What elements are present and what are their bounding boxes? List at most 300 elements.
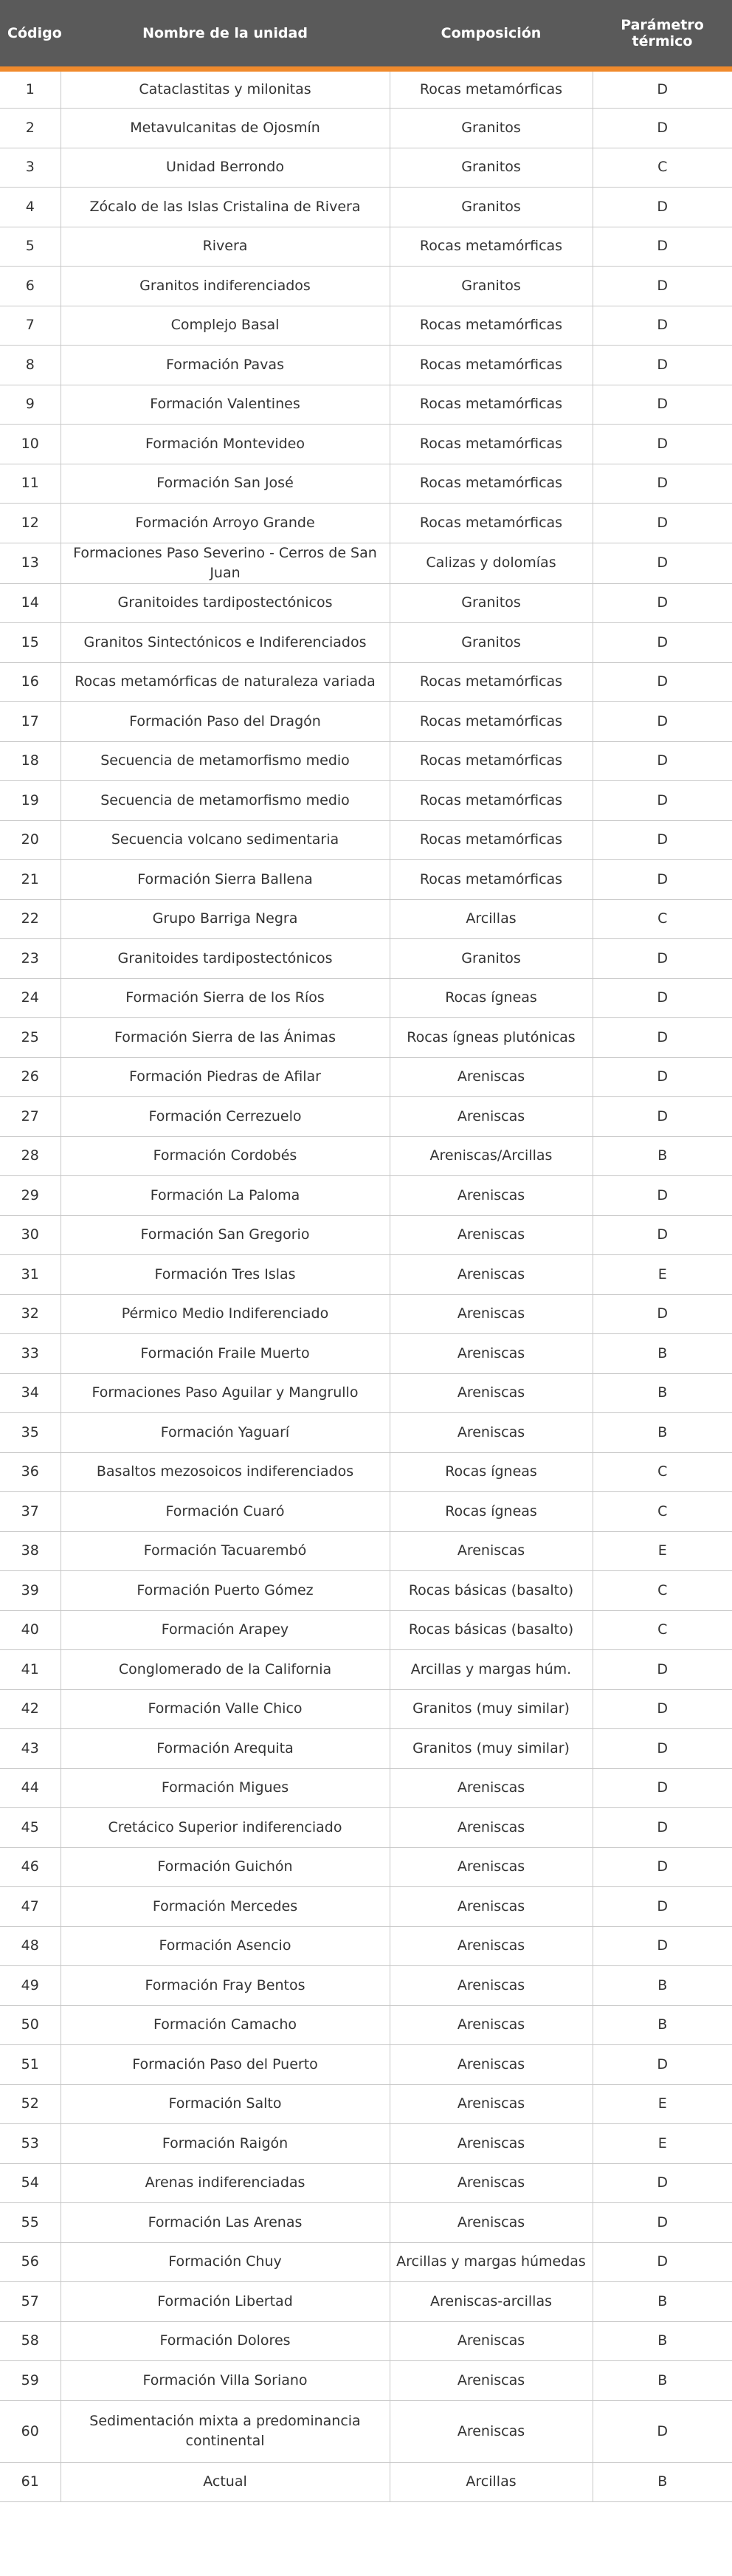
cell-nombre: Formaciones Paso Aguilar y Mangrullo [61,1373,390,1413]
table-row [0,1255,732,1295]
cell-composicion: Areniscas [390,1847,593,1887]
cell-codigo: 24 [0,978,61,1018]
table-row [0,899,732,939]
cell-composicion: Rocas metamórficas [390,227,593,267]
cell-codigo: 56 [0,2242,61,2282]
table-row [0,781,732,821]
cell-nombre: Formación Mercedes [61,1887,390,1927]
table-body [0,69,732,2502]
header-row [0,0,732,69]
cell-nombre: Secuencia volcano sedimentaria [61,820,390,860]
cell-composicion: Rocas metamórficas [390,741,593,781]
cell-parametro: D [593,662,732,702]
cell-codigo: 29 [0,1176,61,1216]
table-row [0,2282,732,2322]
cell-parametro: D [593,1294,732,1334]
cell-parametro: D [593,227,732,267]
table-row [0,2005,732,2045]
cell-composicion: Areniscas [390,1334,593,1374]
cell-parametro: D [593,306,732,346]
cell-composicion: Areniscas/Arcillas [390,1136,593,1176]
cell-composicion: Rocas ígneas [390,978,593,1018]
cell-parametro: D [593,464,732,504]
cell-parametro: D [593,2203,732,2243]
cell-nombre: Formación Asencio [61,1926,390,1966]
cell-parametro: B [593,1966,732,2006]
cell-nombre: Formación Sierra de las Ánimas [61,1018,390,1058]
cell-parametro: C [593,1571,732,1611]
cell-codigo: 41 [0,1650,61,1690]
cell-codigo: 4 [0,188,61,227]
cell-codigo: 11 [0,464,61,504]
table-row [0,1768,732,1808]
cell-composicion: Areniscas [390,1215,593,1255]
cell-codigo: 61 [0,2462,61,2502]
cell-parametro: B [593,1334,732,1374]
cell-codigo: 27 [0,1097,61,1137]
cell-parametro: D [593,1650,732,1690]
cell-composicion: Granitos (muy similar) [390,1689,593,1729]
cell-parametro: D [593,1729,732,1769]
cell-composicion: Areniscas [390,1176,593,1216]
cell-parametro: B [593,2321,732,2361]
cell-parametro: B [593,2282,732,2322]
table-row [0,69,732,109]
cell-nombre: Formación San Gregorio [61,1215,390,1255]
cell-codigo: 31 [0,1255,61,1295]
table-row [0,2203,732,2243]
cell-composicion: Areniscas [390,1966,593,2006]
cell-codigo: 15 [0,623,61,663]
cell-codigo: 28 [0,1136,61,1176]
cell-composicion: Granitos [390,267,593,306]
cell-nombre: Secuencia de metamorfismo medio [61,741,390,781]
cell-parametro: B [593,2005,732,2045]
table-row [0,346,732,385]
cell-composicion: Granitos [390,148,593,188]
cell-nombre: Formación Sierra de los Ríos [61,978,390,1018]
cell-parametro: D [593,2400,732,2462]
cell-composicion: Rocas metamórficas [390,425,593,464]
table-row [0,1887,732,1927]
cell-composicion: Calizas y dolomías [390,543,593,583]
table-row [0,2084,732,2124]
table-row [0,306,732,346]
cell-composicion: Areniscas [390,1294,593,1334]
cell-nombre: Formación Arequita [61,1729,390,1769]
table-row [0,2163,732,2203]
table-row [0,1847,732,1887]
table-row [0,109,732,148]
cell-codigo: 25 [0,1018,61,1058]
cell-codigo: 1 [0,69,61,109]
cell-composicion: Arcillas y margas húmedas [390,2242,593,2282]
table-row [0,464,732,504]
cell-parametro: D [593,425,732,464]
cell-parametro: D [593,504,732,543]
cell-nombre: Grupo Barriga Negra [61,899,390,939]
cell-composicion: Areniscas [390,1255,593,1295]
cell-codigo: 33 [0,1334,61,1374]
cell-nombre: Formación Dolores [61,2321,390,2361]
cell-parametro: B [593,1413,732,1453]
cell-composicion: Arcillas [390,2462,593,2502]
cell-nombre: Formación Villa Soriano [61,2361,390,2401]
cell-nombre: Granitos Sintectónicos e Indiferenciados [61,623,390,663]
cell-parametro: D [593,267,732,306]
cell-codigo: 59 [0,2361,61,2401]
table-row [0,623,732,663]
header-parametro-termico: Parámetro térmico [593,0,732,69]
cell-parametro: E [593,2124,732,2164]
table-header [0,0,732,69]
cell-codigo: 36 [0,1452,61,1492]
cell-parametro: E [593,2084,732,2124]
table-row [0,1057,732,1097]
cell-nombre: Formación Fray Bentos [61,1966,390,2006]
cell-parametro: D [593,583,732,623]
cell-composicion: Areniscas [390,1057,593,1097]
cell-composicion: Granitos [390,188,593,227]
cell-parametro: D [593,109,732,148]
cell-codigo: 9 [0,385,61,425]
cell-parametro: C [593,1610,732,1650]
cell-composicion: Areniscas [390,1097,593,1137]
table-row [0,148,732,188]
cell-nombre: Cataclastitas y milonitas [61,69,390,109]
table-row [0,1650,732,1690]
cell-nombre: Formación Piedras de Afilar [61,1057,390,1097]
table-row [0,385,732,425]
cell-codigo: 52 [0,2084,61,2124]
table-row [0,2321,732,2361]
cell-nombre: Formación Sierra Ballena [61,860,390,900]
cell-parametro: D [593,1847,732,1887]
cell-nombre: Formación La Paloma [61,1176,390,1216]
cell-nombre: Formación Tacuarembó [61,1531,390,1571]
cell-nombre: Formación Las Arenas [61,2203,390,2243]
cell-parametro: D [593,2045,732,2085]
cell-codigo: 12 [0,504,61,543]
cell-codigo: 14 [0,583,61,623]
cell-parametro: D [593,1215,732,1255]
cell-codigo: 8 [0,346,61,385]
cell-nombre: Complejo Basal [61,306,390,346]
cell-codigo: 32 [0,1294,61,1334]
cell-composicion: Areniscas [390,1926,593,1966]
cell-parametro: D [593,623,732,663]
cell-parametro: D [593,702,732,742]
cell-composicion: Areniscas [390,2163,593,2203]
cell-nombre: Secuencia de metamorfismo medio [61,781,390,821]
table-row [0,1492,732,1532]
cell-nombre: Formación Valentines [61,385,390,425]
cell-nombre: Formación Montevideo [61,425,390,464]
cell-composicion: Rocas ígneas [390,1492,593,1532]
cell-codigo: 44 [0,1768,61,1808]
cell-composicion: Rocas metamórficas [390,702,593,742]
cell-composicion: Areniscas [390,2321,593,2361]
cell-nombre: Conglomerado de la California [61,1650,390,1690]
cell-parametro: D [593,1057,732,1097]
cell-nombre: Zócalo de las Islas Cristalina de Rivera [61,188,390,227]
cell-codigo: 49 [0,1966,61,2006]
cell-codigo: 57 [0,2282,61,2322]
cell-codigo: 3 [0,148,61,188]
cell-codigo: 16 [0,662,61,702]
table-row [0,583,732,623]
cell-composicion: Rocas ígneas [390,1452,593,1492]
cell-codigo: 10 [0,425,61,464]
cell-parametro: D [593,1176,732,1216]
header-codigo: Código [0,0,61,69]
cell-composicion: Areniscas [390,1373,593,1413]
table-row [0,820,732,860]
cell-codigo: 37 [0,1492,61,1532]
cell-composicion: Areniscas [390,2005,593,2045]
cell-parametro: D [593,820,732,860]
cell-codigo: 34 [0,1373,61,1413]
cell-parametro: D [593,860,732,900]
cell-composicion: Granitos [390,939,593,979]
cell-parametro: B [593,1136,732,1176]
cell-nombre: Sedimentación mixta a predominancia continental [61,2400,390,2462]
table-row [0,1176,732,1216]
cell-parametro: D [593,741,732,781]
table-row [0,1097,732,1137]
cell-codigo: 53 [0,2124,61,2164]
cell-composicion: Rocas metamórficas [390,346,593,385]
cell-composicion: Rocas metamórficas [390,820,593,860]
cell-parametro: E [593,1255,732,1295]
cell-codigo: 50 [0,2005,61,2045]
cell-nombre: Metavulcanitas de Ojosmín [61,109,390,148]
cell-codigo: 46 [0,1847,61,1887]
cell-parametro: D [593,1887,732,1927]
cell-parametro: D [593,781,732,821]
cell-codigo: 18 [0,741,61,781]
cell-nombre: Granitoides tardipostectónicos [61,583,390,623]
cell-parametro: D [593,2242,732,2282]
table-row [0,1373,732,1413]
cell-codigo: 51 [0,2045,61,2085]
cell-parametro: B [593,2361,732,2401]
cell-nombre: Formaciones Paso Severino - Cerros de San Juan [61,543,390,583]
cell-parametro: C [593,1492,732,1532]
cell-composicion: Areniscas [390,2203,593,2243]
cell-composicion: Rocas metamórficas [390,781,593,821]
cell-composicion: Rocas básicas (basalto) [390,1571,593,1611]
table-row [0,267,732,306]
cell-composicion: Rocas metamórficas [390,385,593,425]
cell-parametro: D [593,939,732,979]
cell-nombre: Formación Yaguarí [61,1413,390,1453]
cell-nombre: Actual [61,2462,390,2502]
cell-codigo: 6 [0,267,61,306]
header-composicion: Composición [390,0,593,69]
table-row [0,425,732,464]
cell-parametro: B [593,1373,732,1413]
table-row [0,2462,732,2502]
cell-nombre: Formación Paso del Puerto [61,2045,390,2085]
cell-codigo: 55 [0,2203,61,2243]
cell-parametro: C [593,148,732,188]
cell-composicion: Granitos [390,109,593,148]
cell-nombre: Formación San José [61,464,390,504]
table-row [0,978,732,1018]
cell-composicion: Granitos [390,583,593,623]
cell-codigo: 47 [0,1887,61,1927]
cell-codigo: 20 [0,820,61,860]
cell-composicion: Areniscas [390,1887,593,1927]
table-row [0,188,732,227]
cell-nombre: Basaltos mezosoicos indiferenciados [61,1452,390,1492]
cell-parametro: D [593,543,732,583]
cell-codigo: 23 [0,939,61,979]
header-nombre-unidad: Nombre de la unidad [61,0,390,69]
cell-parametro: C [593,1452,732,1492]
cell-parametro: D [593,1689,732,1729]
cell-codigo: 40 [0,1610,61,1650]
cell-codigo: 35 [0,1413,61,1453]
cell-nombre: Formación Cuaró [61,1492,390,1532]
table-row [0,1452,732,1492]
table-row [0,860,732,900]
cell-codigo: 42 [0,1689,61,1729]
cell-nombre: Formación Valle Chico [61,1689,390,1729]
table-row [0,2124,732,2164]
table-row [0,1531,732,1571]
cell-nombre: Formación Libertad [61,2282,390,2322]
cell-composicion: Areniscas [390,1768,593,1808]
cell-nombre: Formación Guichón [61,1847,390,1887]
table-row [0,1808,732,1848]
table-row [0,1215,732,1255]
table-row [0,227,732,267]
table-row [0,1136,732,1176]
cell-composicion: Areniscas [390,2361,593,2401]
cell-codigo: 43 [0,1729,61,1769]
cell-nombre: Formación Chuy [61,2242,390,2282]
cell-parametro: E [593,1531,732,1571]
cell-composicion: Areniscas [390,1413,593,1453]
cell-composicion: Areniscas [390,2124,593,2164]
table-row [0,1926,732,1966]
cell-composicion: Areniscas [390,2084,593,2124]
cell-parametro: D [593,346,732,385]
table-row [0,2045,732,2085]
cell-codigo: 60 [0,2400,61,2462]
table-row [0,543,732,583]
cell-composicion: Granitos (muy similar) [390,1729,593,1769]
cell-parametro: D [593,385,732,425]
cell-composicion: Rocas metamórficas [390,860,593,900]
cell-codigo: 39 [0,1571,61,1611]
cell-composicion: Granitos [390,623,593,663]
cell-nombre: Formación Arapey [61,1610,390,1650]
cell-nombre: Granitos indiferenciados [61,267,390,306]
table-row [0,939,732,979]
cell-nombre: Formación Puerto Gómez [61,1571,390,1611]
table-row [0,1334,732,1374]
cell-parametro: D [593,978,732,1018]
table-row [0,1966,732,2006]
cell-nombre: Formación Pavas [61,346,390,385]
cell-codigo: 38 [0,1531,61,1571]
cell-nombre: Rivera [61,227,390,267]
cell-composicion: Areniscas [390,2400,593,2462]
cell-codigo: 48 [0,1926,61,1966]
cell-codigo: 17 [0,702,61,742]
table-row [0,1413,732,1453]
cell-nombre: Formación Arroyo Grande [61,504,390,543]
table-row [0,1610,732,1650]
cell-codigo: 54 [0,2163,61,2203]
cell-nombre: Formación Paso del Dragón [61,702,390,742]
cell-codigo: 5 [0,227,61,267]
cell-composicion: Rocas metamórficas [390,662,593,702]
cell-nombre: Unidad Berrondo [61,148,390,188]
cell-parametro: D [593,1018,732,1058]
cell-composicion: Rocas básicas (basalto) [390,1610,593,1650]
table-row [0,1571,732,1611]
table-row [0,662,732,702]
cell-parametro: D [593,2163,732,2203]
cell-composicion: Rocas ígneas plutónicas [390,1018,593,1058]
cell-parametro: B [593,2462,732,2502]
cell-nombre: Formación Raigón [61,2124,390,2164]
cell-codigo: 21 [0,860,61,900]
cell-nombre: Granitoides tardipostectónicos [61,939,390,979]
cell-nombre: Formación Cerrezuelo [61,1097,390,1137]
cell-nombre: Rocas metamórficas de naturaleza variada [61,662,390,702]
cell-composicion: Areniscas [390,1808,593,1848]
table-row [0,2242,732,2282]
cell-codigo: 58 [0,2321,61,2361]
cell-parametro: D [593,69,732,109]
cell-nombre: Formación Tres Islas [61,1255,390,1295]
cell-composicion: Areniscas-arcillas [390,2282,593,2322]
cell-nombre: Pérmico Medio Indiferenciado [61,1294,390,1334]
cell-nombre: Formación Salto [61,2084,390,2124]
cell-codigo: 30 [0,1215,61,1255]
table-row [0,1729,732,1769]
table-row [0,1018,732,1058]
cell-codigo: 7 [0,306,61,346]
cell-composicion: Arcillas [390,899,593,939]
cell-codigo: 19 [0,781,61,821]
cell-parametro: C [593,899,732,939]
cell-nombre: Arenas indiferenciadas [61,2163,390,2203]
cell-parametro: D [593,1808,732,1848]
cell-composicion: Rocas metamórficas [390,464,593,504]
table-row [0,2400,732,2462]
cell-codigo: 45 [0,1808,61,1848]
table-row [0,702,732,742]
cell-codigo: 13 [0,543,61,583]
cell-composicion: Rocas metamórficas [390,69,593,109]
cell-parametro: D [593,188,732,227]
cell-composicion: Arcillas y margas húm. [390,1650,593,1690]
table-row [0,504,732,543]
cell-codigo: 2 [0,109,61,148]
cell-parametro: D [593,1768,732,1808]
cell-nombre: Formación Camacho [61,2005,390,2045]
table-row [0,1294,732,1334]
cell-composicion: Areniscas [390,1531,593,1571]
cell-parametro: D [593,1097,732,1137]
cell-nombre: Cretácico Superior indiferenciado [61,1808,390,1848]
